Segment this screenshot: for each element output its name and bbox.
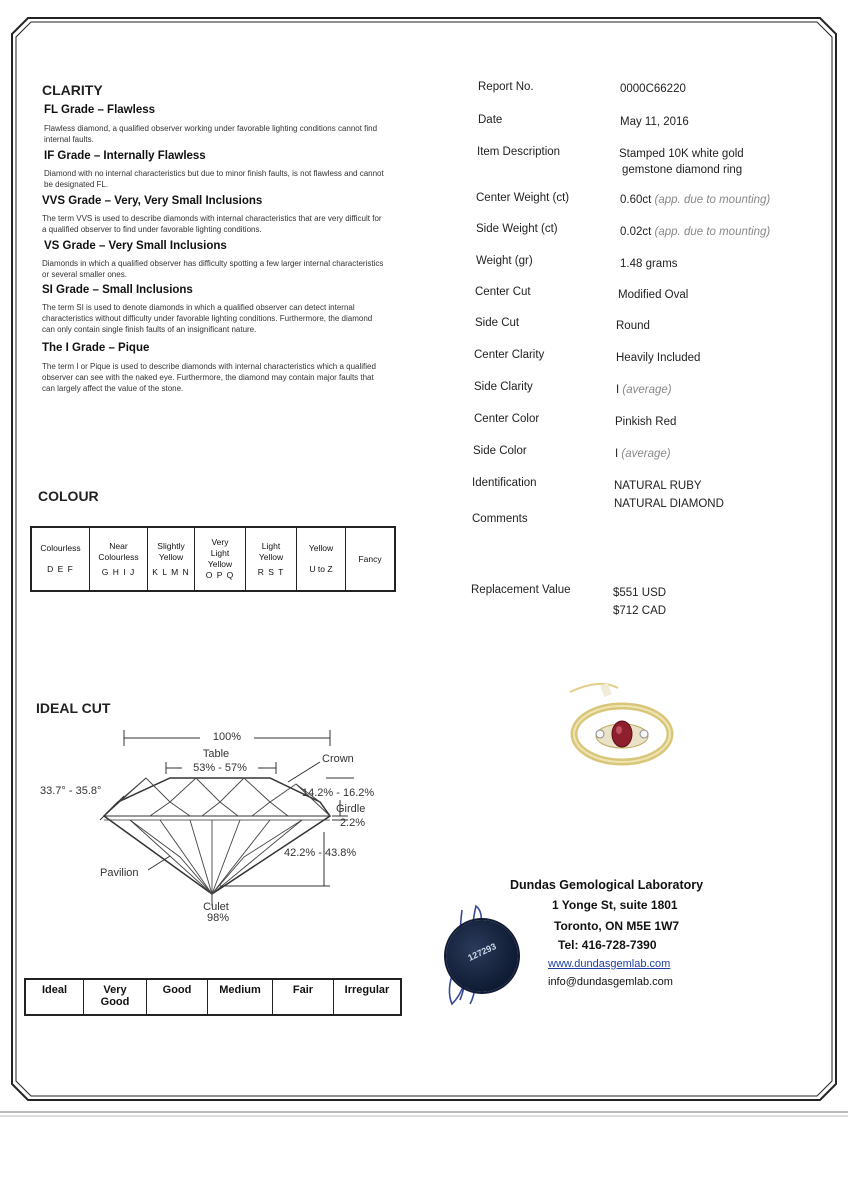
field-value-text: 0.02ct <box>620 226 652 238</box>
colour-grades: K L M N <box>152 566 190 577</box>
seal-number: 127293 <box>466 941 498 963</box>
cut-grade-cell <box>25 979 84 1015</box>
colour-name: Yellow <box>258 551 284 562</box>
clarity-heading: CLARITY <box>42 82 103 98</box>
colour-name: Yellow <box>308 543 334 553</box>
colour-grades: U to Z <box>309 564 333 574</box>
cut-grade-cell <box>334 979 402 1015</box>
cut-grade-cell <box>208 979 273 1015</box>
ring-photo <box>560 678 684 778</box>
field-note: (app. due to mounting) <box>654 226 771 238</box>
colour-cell <box>346 527 396 591</box>
grade-title: FL Grade – Flawless <box>44 104 156 116</box>
crown-label: Crown <box>322 753 354 765</box>
grade-description: Diamonds in which a qualified observer has difficulty spotting a few larger internal characteristics or several smaller ones. <box>42 259 384 279</box>
culet-value-label: 98% <box>206 912 230 922</box>
field-value: Heavily Included <box>616 352 701 364</box>
cut-grade-label: Irregular <box>344 984 390 996</box>
field-value-line2: NATURAL DIAMOND <box>614 498 724 510</box>
cut-grade-cell <box>84 979 147 1015</box>
colour-name: Colourless <box>40 543 81 553</box>
field-note: (average) <box>621 448 671 460</box>
lab-email: info@dundasgemlab.com <box>548 976 673 988</box>
lab-website-link[interactable]: www.dundasgemlab.com <box>548 958 671 970</box>
field-value-line2: gemstone diamond ring <box>622 164 743 176</box>
diamond-proportions-diagram <box>30 722 400 922</box>
grade-description: The term I or Pique is used to describe diamonds with internal characteristics which a qualified observer can see with the naked eye. Furthermore, the diamond may contain major faults that can largely affect the value of the stone. <box>42 362 376 393</box>
field-label: Side Cut <box>475 317 520 329</box>
colour-cell <box>297 527 346 591</box>
ideal-cut-heading: IDEAL CUT <box>36 700 111 716</box>
colour-name: Very <box>211 537 229 547</box>
crown-height-label: 14.2% - 16.2% <box>302 787 375 799</box>
colour-heading: COLOUR <box>38 488 99 504</box>
colour-scale-table <box>30 526 396 592</box>
girdle-label: Girdle <box>336 803 366 815</box>
field-value-text: I <box>616 384 620 396</box>
grade-title: SI Grade – Small Inclusions <box>42 284 193 296</box>
field-value: NATURAL RUBY <box>614 480 702 492</box>
field-label: Date <box>478 114 503 126</box>
field-value <box>615 446 671 462</box>
field-value <box>620 224 770 240</box>
culet-label: Culet <box>203 901 229 913</box>
field-label: Replacement Value <box>471 584 571 596</box>
field-label: Side Weight (ct) <box>476 223 558 235</box>
field-label: Center Cut <box>475 286 531 298</box>
field-value-line2: $712 CAD <box>613 605 667 617</box>
field-value: Round <box>616 320 650 332</box>
colour-grades: R S T <box>257 566 285 577</box>
colour-name: Light <box>210 548 230 558</box>
field-value-text: 0.60ct <box>620 194 652 206</box>
lab-address-line1: 1 Yonge St, suite 1801 <box>552 898 678 912</box>
cut-grade-label: Ideal <box>41 984 68 996</box>
field-label: Item Description <box>477 146 561 158</box>
lab-name: Dundas Gemological Laboratory <box>510 878 704 892</box>
table-range-label: 53% - 57% <box>193 762 247 774</box>
pavilion-depth-label: 42.2% - 43.8% <box>284 847 357 859</box>
cut-grade-cell <box>273 979 334 1015</box>
grade-description: Diamond with no internal characteristics but due to minor finish faults, is not flawless and cannot be designated FL. <box>44 169 384 189</box>
table-label: Table <box>202 748 230 760</box>
grade-title: IF Grade – Internally Flawless <box>44 150 206 162</box>
cut-grade-label: Good <box>162 984 192 996</box>
cut-grade-label: Fair <box>292 984 314 996</box>
grade-title: VS Grade – Very Small Inclusions <box>44 240 227 252</box>
grade-title: VVS Grade – Very, Very Small Inclusions <box>42 195 263 207</box>
colour-name: Yellow <box>158 551 184 562</box>
pavilion-label: Pavilion <box>100 867 139 879</box>
field-note: (average) <box>622 384 672 396</box>
colour-grades: G H I J <box>101 566 136 577</box>
cut-grade-table <box>24 978 402 1016</box>
colour-cell <box>246 527 297 591</box>
cut-grade-cell <box>147 979 208 1015</box>
lab-phone: Tel: 416-728-7390 <box>558 938 657 952</box>
grade-title: The I Grade – Pique <box>42 342 150 354</box>
field-label: Center Color <box>474 413 540 425</box>
field-label: Side Color <box>473 445 527 457</box>
cut-grade-label: Medium <box>219 984 261 996</box>
total-width-label: 100% <box>212 731 242 743</box>
grade-description: Flawless diamond, a qualified observer working under favorable lighting conditions cannot find internal faults. <box>44 124 378 144</box>
colour-name: Light <box>261 540 281 551</box>
field-value: Pinkish Red <box>615 416 677 428</box>
crown-angle-label: 33.7° - 35.8° <box>40 785 102 797</box>
colour-cell <box>195 527 246 591</box>
field-label: Center Clarity <box>474 349 545 361</box>
colour-name: Fancy <box>358 553 382 564</box>
field-value: $551 USD <box>613 587 667 599</box>
colour-grades: D E F <box>47 564 74 574</box>
colour-name: Yellow <box>207 559 233 569</box>
grade-description: The term VVS is used to describe diamonds with internal characteristics that are very difficult for a qualified observer to find under favorable lighting conditions. <box>42 214 382 234</box>
field-value: Stamped 10K white gold <box>619 148 744 160</box>
colour-grades: O P Q <box>205 570 235 580</box>
field-value-text: I <box>615 448 619 460</box>
lab-address-line2: Toronto, ON M5E 1W7 <box>554 919 680 933</box>
girdle-value-label: 2.2% <box>340 817 366 829</box>
cut-grade-label: Good <box>100 996 130 1008</box>
authentication-seal <box>446 920 518 992</box>
colour-cell <box>148 527 195 591</box>
colour-cell <box>31 527 90 591</box>
grade-description: The term SI is used to denote diamonds in which a qualified observer can detect internal characteristics without difficulty under favorable lighting conditions. Furthermore, the diamond can only contain single finish faults of an insignificant nature. <box>42 303 373 334</box>
field-value: 1.48 grams <box>620 258 678 270</box>
field-label: Weight (gr) <box>476 255 533 267</box>
field-value: May 11, 2016 <box>620 116 689 128</box>
field-note: (app. due to mounting) <box>654 194 771 206</box>
cut-grade-label: Very <box>103 984 127 996</box>
field-value <box>616 382 672 398</box>
colour-name: Near <box>109 540 128 551</box>
colour-name: Slightly <box>157 540 185 551</box>
field-label: Center Weight (ct) <box>476 192 570 204</box>
field-label: Side Clarity <box>474 381 533 393</box>
field-value <box>620 192 770 208</box>
colour-cell <box>90 527 148 591</box>
field-label: Report No. <box>478 81 534 93</box>
field-value: 0000C66220 <box>620 83 686 95</box>
field-label: Comments <box>472 513 528 525</box>
colour-name: Colourless <box>98 551 139 562</box>
field-value: Modified Oval <box>618 289 689 301</box>
field-label: Identification <box>472 477 537 489</box>
